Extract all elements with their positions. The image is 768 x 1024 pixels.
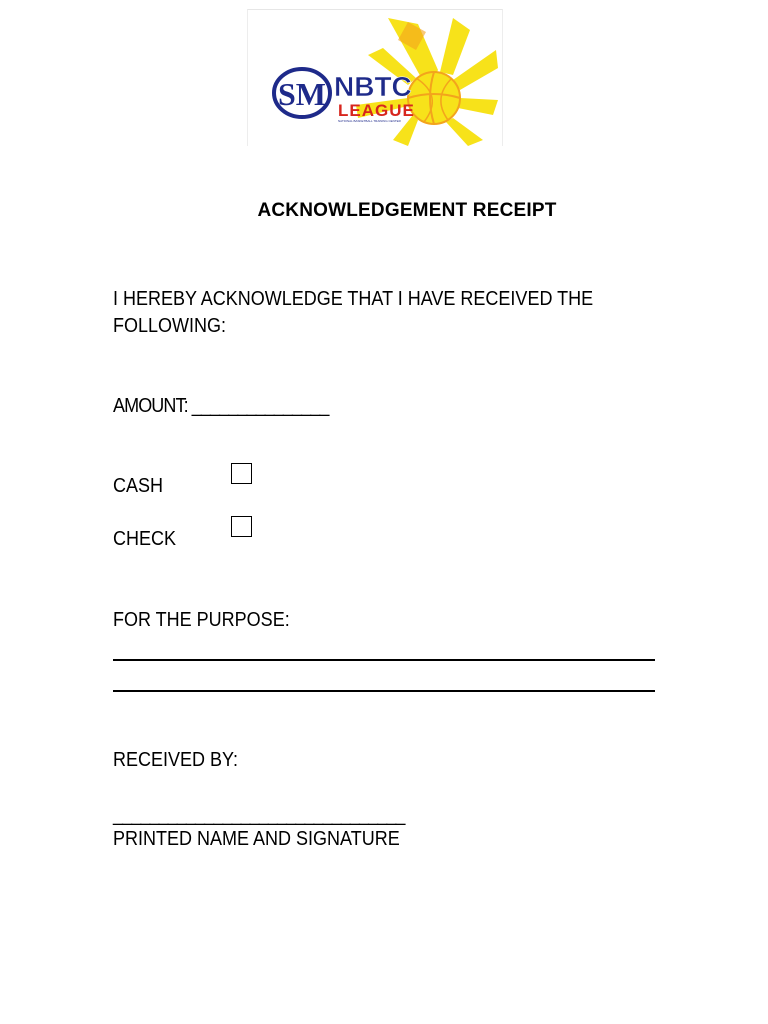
check-checkbox[interactable] [231,516,252,537]
logo [247,9,503,146]
basketball-icon [408,72,460,124]
received-by-label: RECEIVED BY: [113,749,239,771]
sm-emblem-text: SM [278,76,326,112]
signature-line[interactable]: ________________________________ [113,804,405,826]
page-title: ACKNOWLEDGEMENT RECEIPT [257,200,557,221]
check-label: CHECK [113,528,177,550]
cash-checkbox[interactable] [231,463,252,484]
purpose-line-1[interactable] [113,659,655,661]
logo-line1: NBTC [334,71,412,102]
signature-label: PRINTED NAME AND SIGNATURE [113,828,400,850]
purpose-label: FOR THE PURPOSE: [113,609,290,631]
amount-field[interactable]: AMOUNT: _______________ [113,395,329,417]
sm-emblem [274,69,330,117]
logo-tagline: NATIONAL BASKETBALL TRAINING CENTER [338,119,401,123]
purpose-line-2[interactable] [113,690,655,692]
intro-line-1: I HEREBY ACKNOWLEDGE THAT I HAVE RECEIVED THE [113,288,594,310]
cash-label: CASH [113,475,164,497]
intro-line-2: FOLLOWING: [113,315,227,337]
logo-line2: LEAGUE [338,101,415,120]
sm-nbtc-league-logo [248,10,504,147]
